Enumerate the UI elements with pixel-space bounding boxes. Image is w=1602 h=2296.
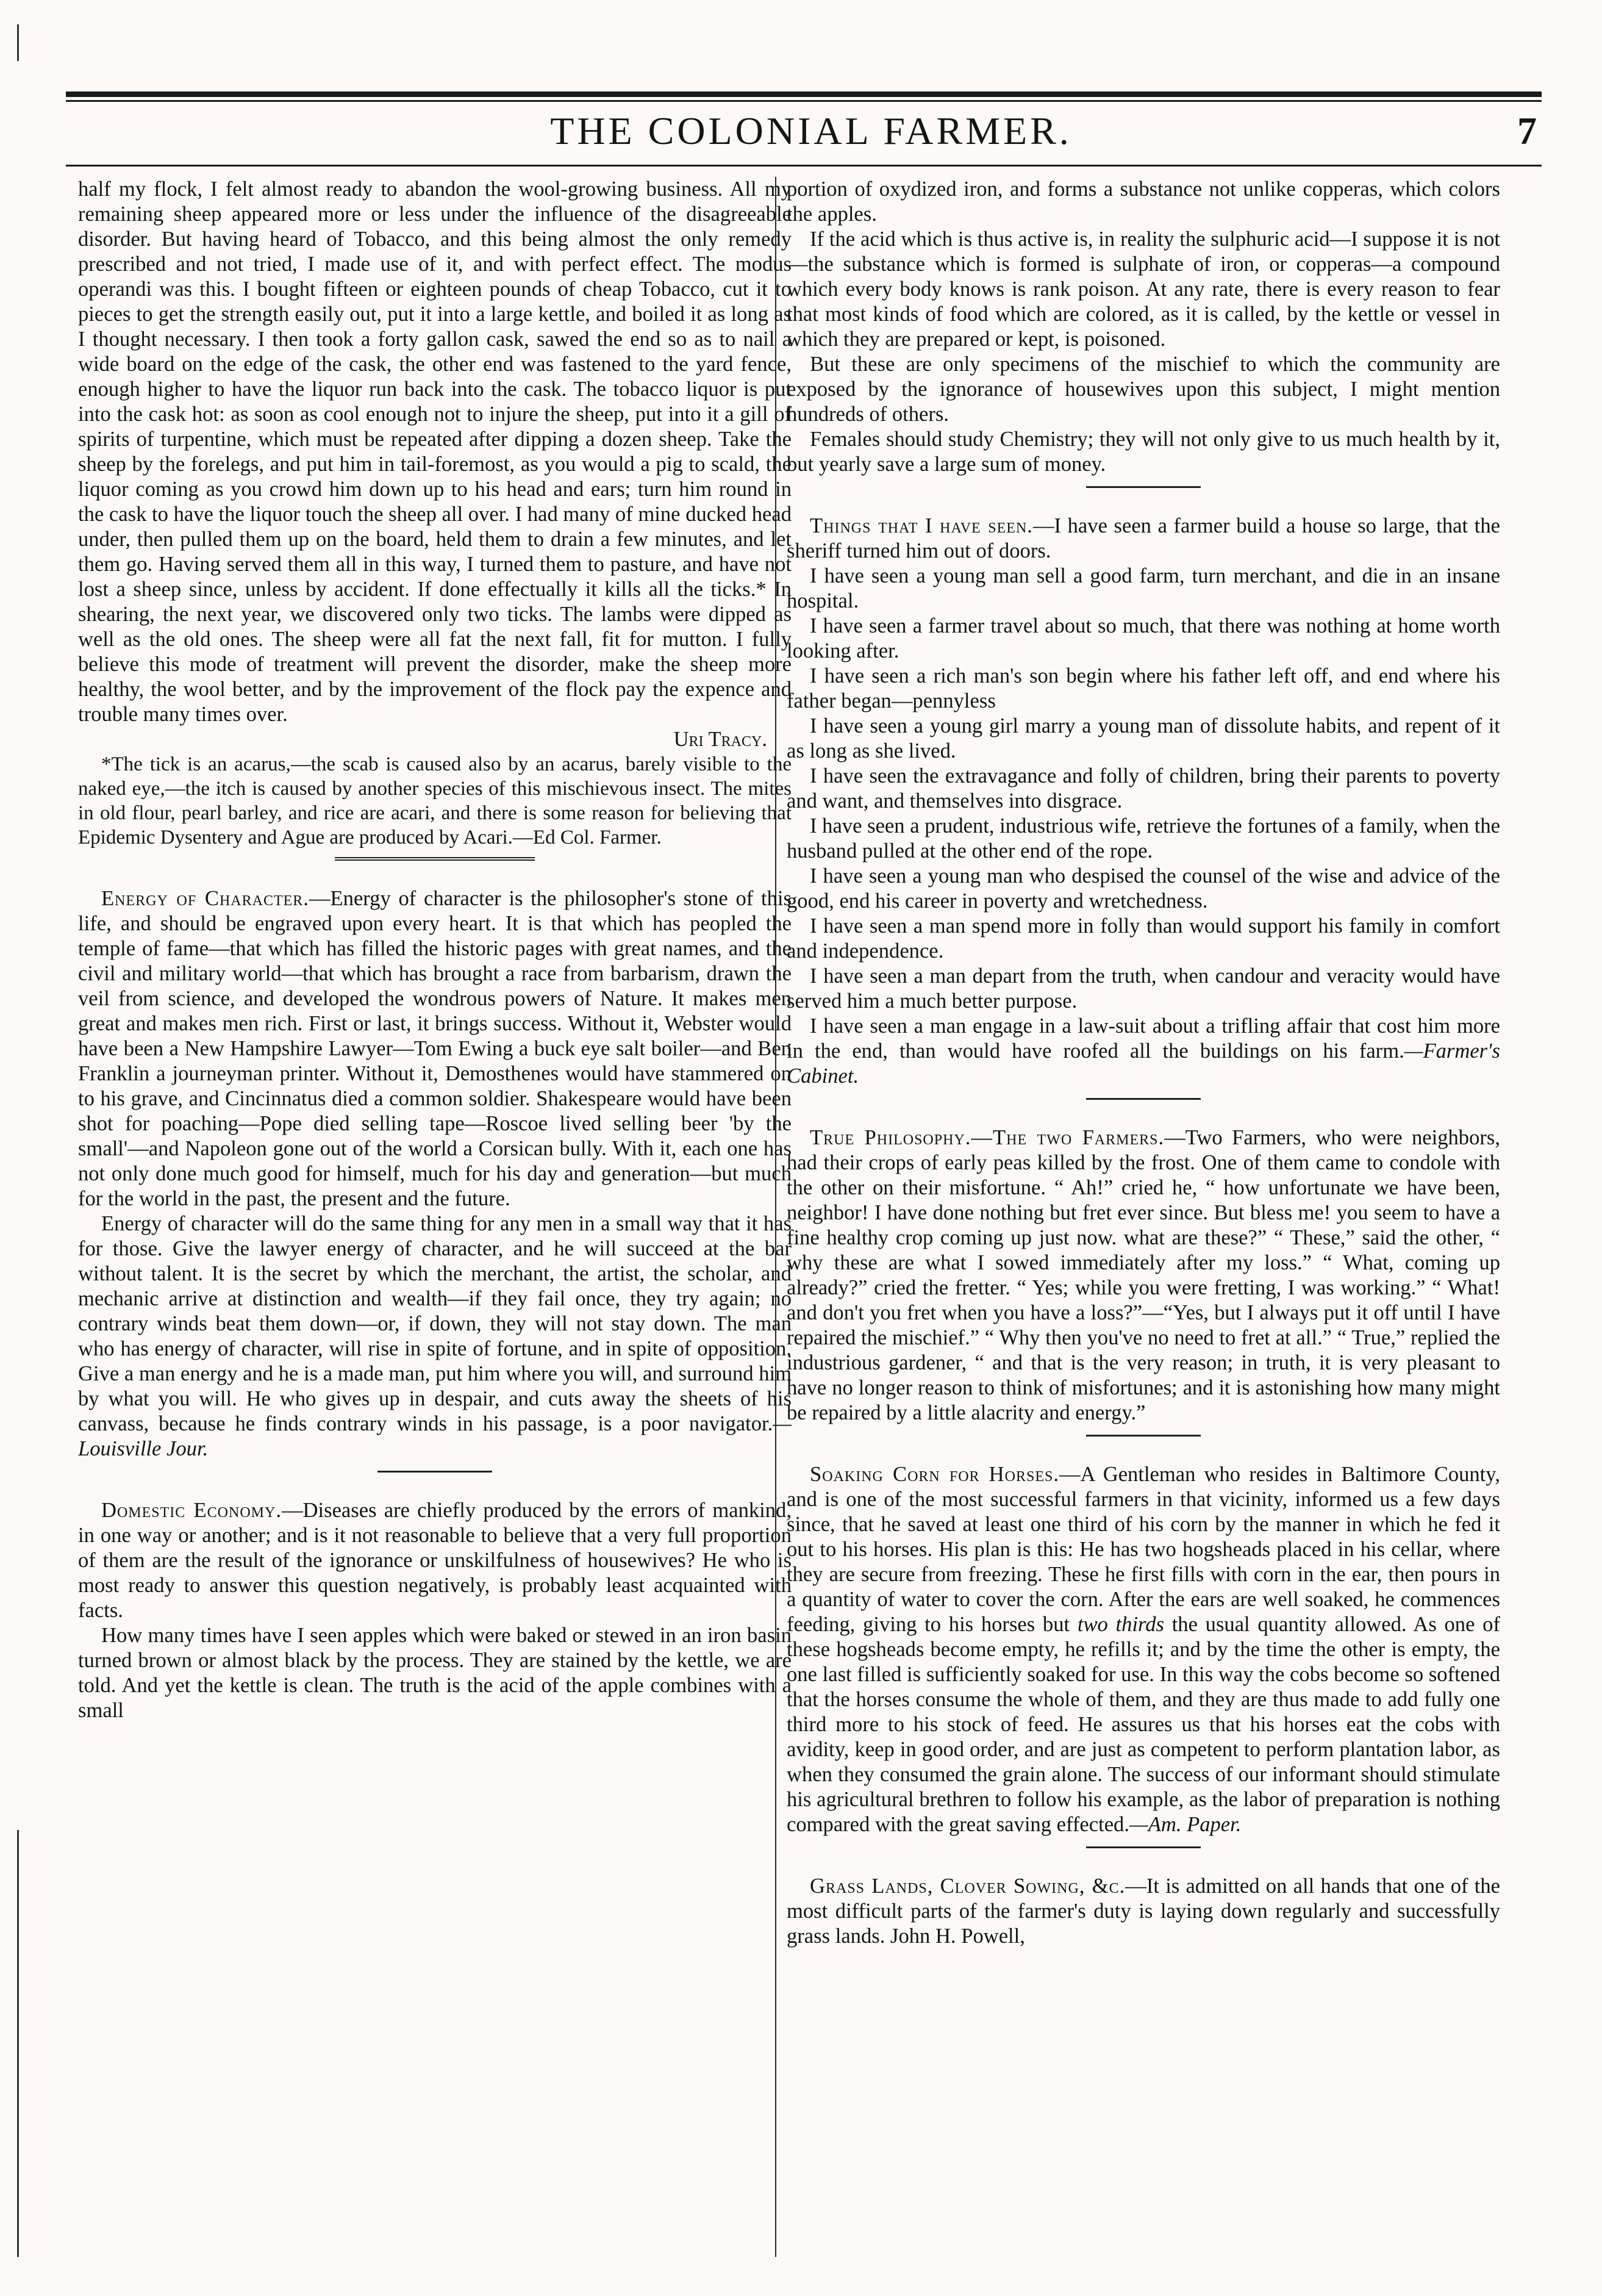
article-source: —Farmer's Cabinet. [787,1039,1500,1088]
article-heading: Grass Lands, Clover Sowing, &c. [810,1874,1126,1898]
article-source: —Am. Paper. [1129,1813,1242,1836]
masthead-bottom-rule [66,165,1542,167]
things-line: I have seen a man spend more in folly than would support his family in comfort and independence. [787,914,1500,963]
things-line: I have seen a man depart from the truth, when candour and veracity would have served him a much better purpose. [787,964,1500,1013]
domestic-article-p2: How many times have I seen apples which were baked or stewed in an iron basin turned brown or almost black by the process. They are stained by the kettle, we are told. And yet the kettle is clean. The truth is the acid of the apple combines with a small [78,1624,792,1722]
top-rule-thick [66,91,1542,97]
section-separator [78,1462,792,1482]
article-heading: Energy of Character. [101,887,309,910]
article-heading: True Philosophy. [810,1126,971,1149]
domestic-article [78,1498,792,1723]
domestic-cont-p4: Females should study Chemistry; they will not only give to us much health by it, but yearly save a large sum of money. [787,428,1500,476]
newspaper-title: THE COLONIAL FARMER. [550,109,1072,152]
domestic-cont-p1: portion of oxydized iron, and forms a substance not unlike copperas, which colors the apples. [787,178,1500,226]
domestic-article-p1 [78,1498,792,1623]
things-line: I have seen a young man sell a good farm, turn merchant, and die in an insane hospital. [787,564,1500,612]
energy-p1-text: —Energy of character is the philosopher's stone of this life, and should be engraved upon every heart. It is that which has peopled the temple of fame—that which has filled the historic pages with great names, and the civil and military world—that which has brought a race from barbarism, drawn the veil from science, and developed the wondrous powers of Nature. It makes men great and makes men rich. First or last, it brings success. Without it, Webster would have been a New Hampshire Lawyer—Tom Ewing a buck eye salt boiler—and Ben Franklin a journeyman printer. Without it, Demosthenes would have stammered on to his grave, and Cincinnatus died a common soldier. Shakespeare would have been shot for poaching—Pope died selling tape—Roscoe lived selling beer 'by the small'—and Napoleon gone out of the world a Corsican bully. With it, each one has not only done much good for himself, much for his day and generation—but much for the world in the past, the present and the future. [78,887,792,1210]
article-heading: Soaking Corn for Horses. [810,1463,1059,1486]
corn-text: Soaking Corn for Horses.—A Gentleman who resides in Baltimore County, and is one of the most successful farmers in that vicinity, informed us a few days since, that he saved at least one third of his corn by the manner in which he fed it out to his horses. His plan is this: He has two hogsheads placed in his cellar, where they are secure from freezing. These he first fills with corn in the ear, then pours in a quantity of water to cover the corn. After the ears are well soaked, he commences feeding, giving to his horses but two thirds the usual quantity allowed. As one of these hogsheads become empty, he refills it; and by the time the other is empty, the one last filled is sufficiently soaked for use. In this way the cobs become so softened that the horses consume the whole of them, and they are thus made to add fully one third more to his stock of feed. He assures us that his horses eat the cobs with avidity, keep in good order, and are just as competent to perform plantation labor, as when they consumed the grain alone. The success of our informant should stimulate his agricultural brethren to follow his example, as the labor of preparation is nothing compared with the great saving effected.—Am. Paper. [787,1463,1500,1836]
top-rule-thin [66,100,1542,102]
philosophy-article [787,1125,1500,1426]
things-line: I have seen a man engage in a law-suit about a trifling affair that cost him more in the end, than would have roofed all the buildings on his farm.—Farmer's Cabinet. [787,1014,1500,1088]
article-source: —Louisville Jour. [78,1412,792,1460]
energy-p2-text: Energy of character will do the same thing for any men in a small way that it has for those. Give the lawyer energy of character, and he will succeed at the bar without talent. It is the secret by which the merchant, the artist, the scholar, and mechanic arrive at distinction and wealth—if they fail once, they try again; no contrary winds beat them down—or, if down, they will not stay down. The man who has energy of character, will rise in spite of fortune, and in spite of opposition. Give a man energy and he is a made man, put him where you will, and surround him by what you will. He who gives up in despair, and cuts away the sheets of his canvass, because he finds contrary winds in his passage, is a poor navigator. [78,1212,792,1435]
article-heading: Things that I have seen. [810,514,1033,537]
things-line: I have seen a farmer travel about so much, that there was nothing at home worth looking after. [787,614,1500,662]
grass-text: Grass Lands, Clover Sowing, &c.—It is admitted on all hands that one of the most difficult parts of the farmer's duty is laying down regularly and successfully grass lands. John H. Powell, [787,1874,1500,1948]
things-line: I have seen the extravagance and folly of children, bring their parents to poverty and want, and themselves into disgrace. [787,764,1500,813]
article-heading: Domestic Economy. [101,1499,282,1522]
things-article [787,514,1500,1089]
corn-article [787,1462,1500,1837]
energy-article [78,886,792,1462]
things-line: Things that I have seen.—I have seen a farmer build a house so large, that the sheriff turned him out of doors. [787,514,1500,562]
philosophy-text: True Philosophy.—The two Farmers.—Two Farmers, who were neighbors, had their crops of early peas killed by the frost. One of them came to condole with the other on their misfortune. “ Ah!” cried he, “ how unfortunate we have been, neighbor! I have done nothing but fret ever since. But bless me! you seem to have a fine healthy crop coming up just now. what are these?” “ These,” said the other, “ why these are what I sowed immediately after my loss.” “ What, coming up already?” cried the fretter. “ Yes; while you were fretting, I was working.” “ What! and don't you fret when you have a loss?”—“Yes, but I always put it off until I have repaired the mischief.” “ Why then you've no need to fret at all.” “ True,” replied the industrious gardener, “ and that is the very reason; in truth, it is very pleasant to have no longer reason to think of misfortunes; and it is astonishing how many might be repaired by a little alacrity and energy.” [787,1126,1500,1424]
binding-edge-marks [0,0,55,2296]
section-separator [78,850,792,870]
domestic-p1-text: —Diseases are chiefly produced by the errors of mankind, in one way or another; and is it not reasonable to believe that a very full proportion of them are the result of the ignorance or unskilfulness of housewives? He who is most ready to answer this question negatively, is probably least acquainted with facts. [78,1499,792,1622]
section-separator [787,1089,1500,1110]
things-line: I have seen a young man who despised the counsel of the wise and advice of the good, end his career in poverty and wretchedness. [787,864,1500,913]
domestic-article-continued [787,177,1500,477]
domestic-cont-p3: But these are only specimens of the mischief to which the community are exposed by the ignorance of housewives upon this subject, I might mention hundreds of others. [787,353,1500,426]
things-line: I have seen a rich man's son begin where his father left off, and end where his father began—pennyless [787,664,1500,712]
emphasis: two thirds [1077,1613,1164,1636]
section-separator [787,477,1500,498]
energy-article-p1 [78,886,792,1211]
article-signature: Uri Tracy. [673,728,767,751]
masthead [85,109,1537,157]
right-column [787,177,1500,2257]
section-separator [787,1426,1500,1446]
page-number: 7 [1517,109,1537,152]
footnote: *The tick is an acarus,—the scab is caused also by an acarus, barely visible to the naked eye,—the itch is caused by another species of this mischievous insect. The mites in old flour, pearl barley, and rice are acari, and there is some reason for believing that Epidemic Dysentery and Ague are produced by Acari.—Ed Col. Farmer. [78,753,792,848]
grass-article [787,1874,1500,1949]
article-subheading: —The two Farmers. [971,1126,1165,1149]
sheep-article [78,177,792,850]
things-line: I have seen a prudent, industrious wife, retrieve the fortunes of a family, when the husband pulled at the other end of the rope. [787,814,1500,863]
domestic-cont-p2: If the acid which is thus active is, in reality the sulphuric acid—I suppose it is not—the substance which is formed is sulphate of iron, or copperas—a compound which every body knows is rank poison. At any rate, there is every reason to fear that most kinds of food which are colored, as it is called, by the kettle or vessel in which they are prepared or kept, is poisoned. [787,228,1500,351]
energy-article-p2 [78,1211,792,1462]
things-line: I have seen a young girl marry a young man of dissolute habits, and repent of it as long as she lived. [787,714,1500,762]
sheep-article-text: half my flock, I felt almost ready to abandon the wool-growing business. All my remaining sheep appeared more or less under the influence of the disagreeable disorder. But having heard of Tobacco, and this being almost the only remedy prescribed and not tried, I made use of it, and with perfect effect. The modus operandi was this. I bought fifteen or eighteen pounds of cheap Tobacco, cut it to pieces to get the strength easily out, put it into a large kettle, and boiled it as long as I thought necessary. I then took a forty gallon cask, sawed the end so as to nail a wide board on the edge of the cask, the other end was fastened to the yard fence, enough higher to have the liquor run back into the cask. The tobacco liquor is put into the cask hot: as soon as cool enough not to injure the sheep, put into it a gill of spirits of turpentine, which must be repeated after dipping a dozen sheep. Take the sheep by the forelegs, and put him in tail-foremost, as you would a pig to scald, the liquor coming as you crowd him down up to his head and ears; turn him round in the cask to have the liquor touch the sheep all over. I had many of mine ducked head under, then pulled them up on the board, held them to drain a few minutes, and let them go. Having served them all in this way, I turned them to pasture, and have not lost a sheep since, unless by accident. If done effectually it kills all the ticks.* In shearing, the next year, we discovered only two ticks. The lambs were dipped as well as the old ones. The sheep were all fat the next fall, fit for mutton. I fully believe this mode of treatment will prevent the disorder, make the sheep more healthy, the wool better, and by the improvement of the flock pay the expence and trouble many times over. [78,178,792,726]
section-separator [787,1837,1500,1858]
left-column [78,177,792,2257]
